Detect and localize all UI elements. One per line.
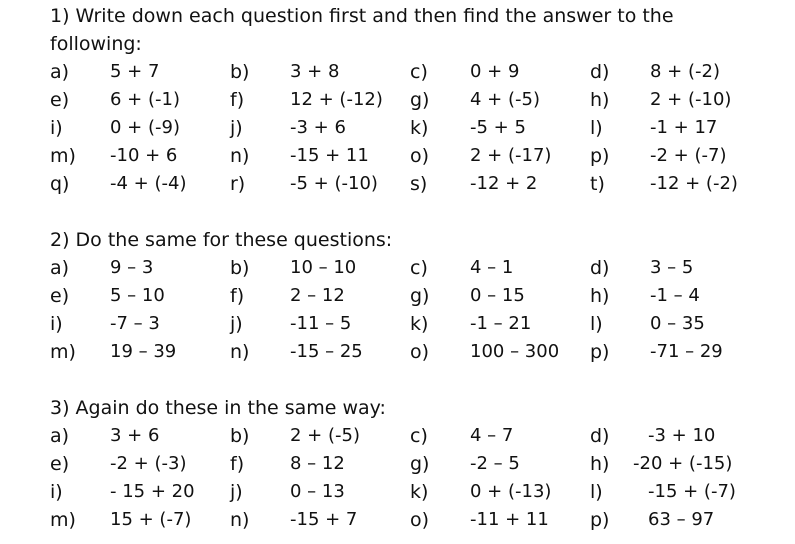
question-expression: 0 – 15 [470, 285, 525, 306]
question-label: h) [590, 89, 610, 111]
question-row [0, 310, 795, 338]
question-label: q) [50, 173, 70, 195]
question-label: d) [590, 257, 610, 279]
question-expression: -12 + 2 [470, 173, 538, 194]
question-label: e) [50, 89, 70, 111]
question-expression: -15 + (-7) [648, 481, 736, 502]
question-expression: 2 + (-17) [470, 145, 552, 166]
question-expression: 63 – 97 [648, 509, 715, 530]
question-expression: -10 + 6 [110, 145, 178, 166]
question-label: f) [230, 285, 245, 307]
question-label: e) [50, 453, 70, 475]
question-label: c) [410, 61, 428, 83]
question-expression: 5 – 10 [110, 285, 165, 306]
question-label: i) [50, 481, 63, 503]
question-expression: -5 + 5 [470, 117, 526, 138]
question-row [0, 506, 795, 534]
question-expression: 3 + 6 [110, 425, 160, 446]
question-expression: 15 + (-7) [110, 509, 192, 530]
question-label: b) [230, 61, 250, 83]
question-label: r) [230, 173, 246, 195]
question-expression: 5 + 7 [110, 61, 160, 82]
section-title: 1) Write down each question first and then find the answer to the [50, 5, 674, 27]
question-expression: 0 + (-9) [110, 117, 180, 138]
question-expression: -1 – 4 [650, 285, 700, 306]
question-label: i) [50, 117, 63, 139]
question-expression: 2 + (-10) [650, 89, 732, 110]
question-label: j) [230, 117, 243, 139]
question-row [0, 450, 795, 478]
question-label: g) [410, 453, 430, 475]
question-label: l) [590, 313, 603, 335]
section-title: following: [50, 33, 142, 55]
question-label: f) [230, 89, 245, 111]
question-label: s) [410, 173, 428, 195]
question-label: o) [410, 509, 430, 531]
question-label: d) [590, 425, 610, 447]
question-expression: -1 – 21 [470, 313, 532, 334]
question-expression: -3 + 6 [290, 117, 346, 138]
question-expression: 3 + 8 [290, 61, 340, 82]
question-expression: 100 – 300 [470, 341, 560, 362]
question-expression: -7 – 3 [110, 313, 160, 334]
question-expression: 6 + (-1) [110, 89, 180, 110]
question-label: c) [410, 257, 428, 279]
question-label: k) [410, 481, 429, 503]
question-expression: -12 + (-2) [650, 173, 738, 194]
question-expression: -2 + (-3) [110, 453, 187, 474]
question-label: n) [230, 145, 250, 167]
section-title: 3) Again do these in the same way: [50, 397, 386, 419]
question-label: k) [410, 313, 429, 335]
question-label: h) [590, 453, 610, 475]
question-label: p) [590, 341, 610, 363]
question-row [0, 58, 795, 86]
question-row [0, 254, 795, 282]
question-label: m) [50, 509, 76, 531]
question-expression: 4 + (-5) [470, 89, 540, 110]
question-label: j) [230, 313, 243, 335]
question-label: k) [410, 117, 429, 139]
question-label: o) [410, 341, 430, 363]
question-label: p) [590, 509, 610, 531]
question-expression: -20 + (-15) [633, 453, 733, 474]
question-row [0, 170, 795, 198]
question-label: n) [230, 509, 250, 531]
question-row [0, 114, 795, 142]
question-expression: 3 – 5 [650, 257, 694, 278]
question-row [0, 422, 795, 450]
question-expression: -11 + 11 [470, 509, 549, 530]
question-label: b) [230, 425, 250, 447]
question-label: j) [230, 481, 243, 503]
question-label: g) [410, 89, 430, 111]
question-expression: -1 + 17 [650, 117, 718, 138]
question-expression: 0 – 35 [650, 313, 705, 334]
question-label: c) [410, 425, 428, 447]
question-expression: 0 + (-13) [470, 481, 552, 502]
question-label: a) [50, 61, 70, 83]
question-row [0, 478, 795, 506]
question-row [0, 142, 795, 170]
question-expression: 4 – 1 [470, 257, 514, 278]
question-expression: 10 – 10 [290, 257, 357, 278]
question-expression: 0 – 13 [290, 481, 345, 502]
question-expression: 0 + 9 [470, 61, 520, 82]
question-row [0, 282, 795, 310]
question-label: a) [50, 425, 70, 447]
question-label: e) [50, 285, 70, 307]
question-expression: -5 + (-10) [290, 173, 378, 194]
question-expression: 2 + (-5) [290, 425, 360, 446]
question-label: l) [590, 117, 603, 139]
question-label: b) [230, 257, 250, 279]
question-label: d) [590, 61, 610, 83]
question-expression: - 15 + 20 [110, 481, 195, 502]
question-label: h) [590, 285, 610, 307]
question-label: i) [50, 313, 63, 335]
question-label: o) [410, 145, 430, 167]
question-expression: -11 – 5 [290, 313, 352, 334]
question-expression: 12 + (-12) [290, 89, 383, 110]
question-expression: 9 – 3 [110, 257, 154, 278]
question-label: t) [590, 173, 605, 195]
question-expression: 4 – 7 [470, 425, 514, 446]
question-label: f) [230, 453, 245, 475]
question-expression: -3 + 10 [648, 425, 716, 446]
question-label: g) [410, 285, 430, 307]
question-expression: -15 + 11 [290, 145, 369, 166]
question-expression: -71 – 29 [650, 341, 723, 362]
question-label: a) [50, 257, 70, 279]
question-expression: 8 + (-2) [650, 61, 720, 82]
section-title: 2) Do the same for these questions: [50, 229, 393, 251]
question-expression: 19 – 39 [110, 341, 177, 362]
question-label: m) [50, 341, 76, 363]
question-row [0, 86, 795, 114]
question-expression: -2 + (-7) [650, 145, 727, 166]
question-label: l) [590, 481, 603, 503]
question-label: n) [230, 341, 250, 363]
question-expression: -2 – 5 [470, 453, 520, 474]
question-expression: -4 + (-4) [110, 173, 187, 194]
question-expression: 2 – 12 [290, 285, 345, 306]
question-row [0, 338, 795, 366]
question-label: p) [590, 145, 610, 167]
question-label: m) [50, 145, 76, 167]
question-expression: 8 – 12 [290, 453, 345, 474]
question-expression: -15 – 25 [290, 341, 363, 362]
question-expression: -15 + 7 [290, 509, 358, 530]
